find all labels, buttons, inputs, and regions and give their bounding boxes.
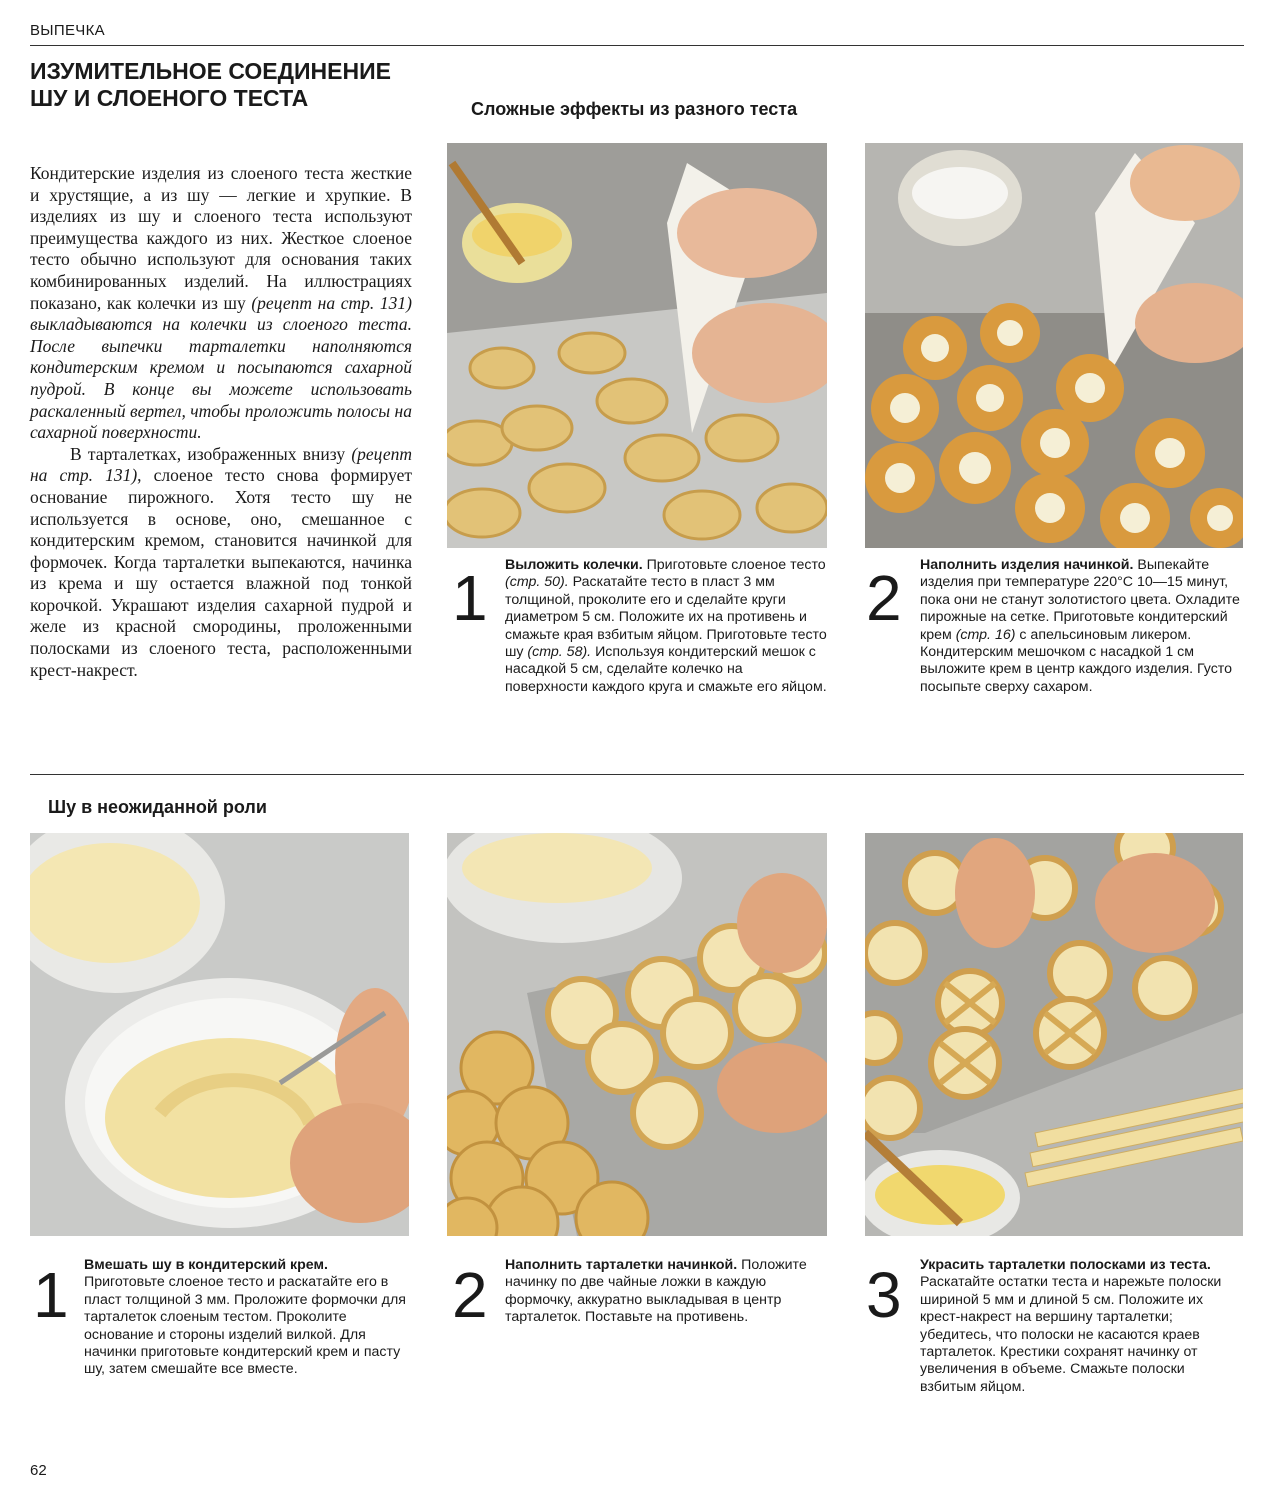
s2-step-1-text [84,1257,410,1379]
s2-step-1-title: Вмешать шу в кондитерский крем. [84,1257,328,1273]
s2-step-3-title: Украсить тарталетки полосками из теста. [920,1257,1211,1273]
photo-piping-choux-rings [447,143,827,548]
photo-decorating-tartlets [865,833,1243,1236]
s2-step-2-number: 2 [452,1259,488,1331]
filling-illustration [865,143,1243,548]
top-rule [30,45,1244,46]
s1-step-2-t1: Выпекайте изделия при температуре 220°С 10—15 минут, пока они не станут золотистого цвета. Охладите пирожные на сетке. Приготовьте кондитерский крем [920,557,1240,643]
tartlets-illustration [447,833,827,1236]
s2-step-3-text [920,1257,1240,1396]
intro-p2-italic: (рецепт на стр. 131) [30,443,412,486]
middle-rule [30,774,1244,775]
photo-filling-choux [865,143,1243,548]
photo-filling-tartlets [447,833,827,1236]
decorating-illustration [865,833,1243,1236]
s2-step-3-t1: Раскатайте остатки теста и нарежьте полоски шириной 5 мм и длиной 5 см. Положите их крест-накрест на вершину тарталетки; убедитесь, что полоски не касаются краев тарталеток. Крестики сохранят начинку от увеличения в объеме. Смажьте полоски взбитым яйцом. [920,1274,1222,1395]
title-line-1: ИЗУМИТЕЛЬНОЕ СОЕДИНЕНИЕ [30,58,391,84]
s1-step-1-ref2: (стр. 58). [527,644,592,661]
s1-step-1-t1: Приготовьте слоеное тесто [642,557,826,573]
s1-step-1-ref1: (стр. 50). [505,574,569,591]
section1-heading: Сложные эффекты из разного теста [471,99,798,119]
intro-p1-text: Кондитерские изделия из слоеного теста жесткие и хрустящие, а из шу — легкие и хрупкие. В изделиях из шу и слоеного теста используют преимущества каждого из них. Жесткое слоеное тесто обычно используют для основания таких комбинированных изделий. На иллюстрациях показано, как колечки из шу [30,163,412,313]
s1-step-2-number: 2 [866,562,902,634]
s1-step-2-text [920,557,1240,696]
page-title [30,58,450,112]
s2-step-2-text [505,1257,827,1327]
intro-p2-text-b: , слоеное тесто снова формирует основание пирожного. Хотя тесто шу не используется в основе, оно, смешанное с кондитерским кремом, становится начинкой для формочек. Когда тарталетки выпекаются, начинка из крема и шу остается влажной под тонкой корочкой. Украшают изделия сахарной пудрой и желе из красной смородины, проложенными полосками из слоеного теста, расположенными крест-накрест. [30,465,413,680]
s1-step-1-title: Выложить колечки. [505,557,643,573]
intro-paragraph-1 [30,163,412,444]
s1-step-2-title: Наполнить изделия начинкой. [920,557,1134,573]
piping-illustration [447,143,827,548]
section-label: ВЫПЕЧКА [30,22,105,39]
s2-step-2-title: Наполнить тарталетки начинкой. [505,1257,738,1273]
title-line-2: ШУ И СЛОЕНОГО ТЕСТА [30,85,309,111]
photo-mixing-cream [30,833,409,1236]
section2-heading: Шу в неожиданной роли [48,797,267,817]
s1-step-1-text [505,557,827,696]
s2-step-3-number: 3 [866,1259,902,1331]
s2-step-1-t1: Приготовьте слоеное тесто и раскатайте его в пласт толщиной 3 мм. Проложите формочки для тарталеток слоеным тестом. Проколите основание и стороны изделий вилкой. Для начинки приготовьте кондитерский крем и пасту шу, затем смешайте все вместе. [84,1274,406,1378]
s1-step-2-ref1: (стр. 16) [955,626,1016,643]
s1-step-1-t3: Используя кондитерский мешок с насадкой 5 см, сделайте колечко на поверхности каждого круга и смажьте его яйцом. [505,644,827,695]
s1-step-1-t2: Раскатайте тесто в пласт 3 мм толщиной, проколите его и сделайте круги диаметром 5 см. Положите их на противень и смажьте края взбитым яйцом. Приготовьте тесто шу [505,574,827,661]
s1-step-2-t2: с апельсиновым ликером. Кондитерским мешочком с насадкой 1 см выложите крем в центр каждого изделия. Густо посыпьте сверху сахаром. [920,626,1233,695]
intro-p2-text-a: В тарталетках, изображенных внизу [70,443,352,464]
intro-text [30,163,412,681]
s1-step-1-number: 1 [452,562,488,634]
intro-paragraph-2 [30,444,412,682]
s2-step-2-t1: Положите начинку по две чайные ложки в каждую формочку, аккуратно выкладывая в центр тарталеток. Поставьте на противень. [505,1257,807,1326]
mixing-illustration [30,833,409,1236]
page-number: 62 [30,1462,47,1479]
s2-step-1-number: 1 [33,1259,69,1331]
intro-p1-italic: (рецепт на стр. 131) выкладываются на колечки из слоеного теста. После выпечки тарталетки наполняются кондитерским кремом и посыпаются сахарной пудрой. В конце вы можете использовать раскаленный вертел, чтобы проложить полосы на сахарной поверхности. [30,292,412,443]
